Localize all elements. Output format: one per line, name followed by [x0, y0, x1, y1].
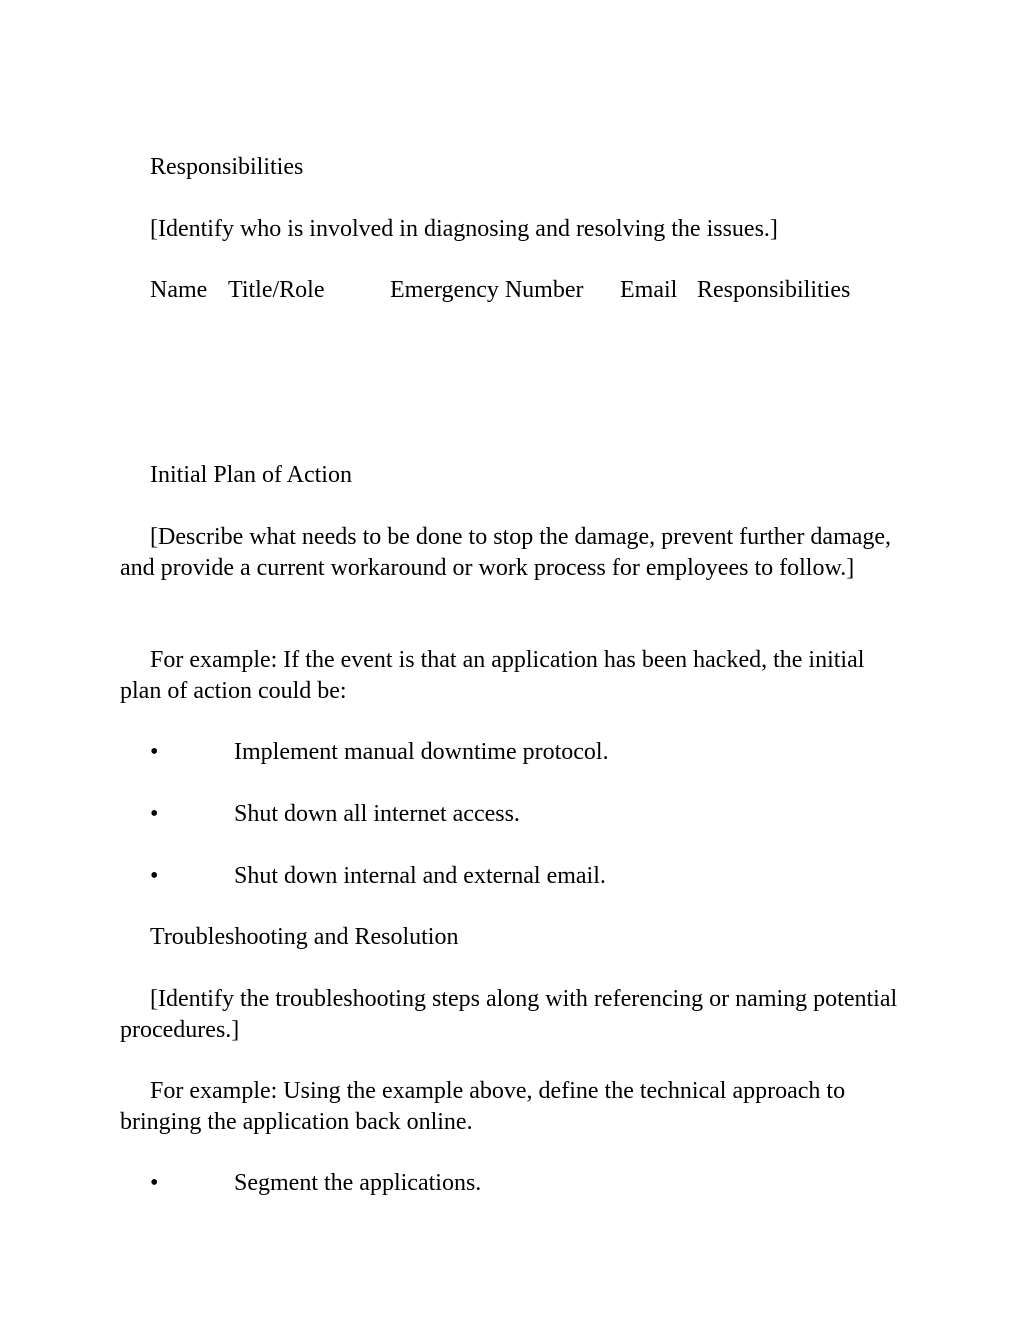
- responsibilities-instruction: [Identify who is involved in diagnosing and resolving the issues.]: [150, 216, 778, 242]
- list-item-text: Shut down internal and external email.: [234, 863, 606, 889]
- column-header-title-role: Title/Role: [228, 277, 325, 303]
- column-header-name: Name: [150, 277, 208, 303]
- initial-plan-heading: Initial Plan of Action: [150, 462, 352, 488]
- list-item-text: Shut down all internet access.: [234, 801, 520, 827]
- troubleshooting-heading: Troubleshooting and Resolution: [150, 924, 459, 950]
- list-item-text: Implement manual downtime protocol.: [234, 739, 609, 765]
- bullet-marker: •: [150, 1170, 159, 1196]
- list-item-text: Segment the applications.: [234, 1170, 482, 1196]
- troubleshooting-example: For example: Using the example above, define the technical approach to bringing the application back online.: [120, 1078, 846, 1135]
- responsibilities-heading: Responsibilities: [150, 154, 304, 180]
- bullet-marker: •: [150, 863, 159, 889]
- column-header-emergency-number: Emergency Number: [390, 277, 584, 303]
- initial-plan-example: For example: If the event is that an application has been hacked, the initial plan of action could be:: [120, 647, 865, 704]
- bullet-marker: •: [150, 801, 159, 827]
- troubleshooting-instruction: [Identify the troubleshooting steps along with referencing or naming potential procedures.]: [120, 986, 898, 1043]
- bullet-marker: •: [150, 739, 159, 765]
- column-header-email: Email: [620, 277, 678, 303]
- initial-plan-instruction: [Describe what needs to be done to stop the damage, prevent further damage, and provide a current workaround or work process for employees to follow.]: [120, 524, 892, 581]
- column-header-responsibilities: Responsibilities: [697, 277, 851, 303]
